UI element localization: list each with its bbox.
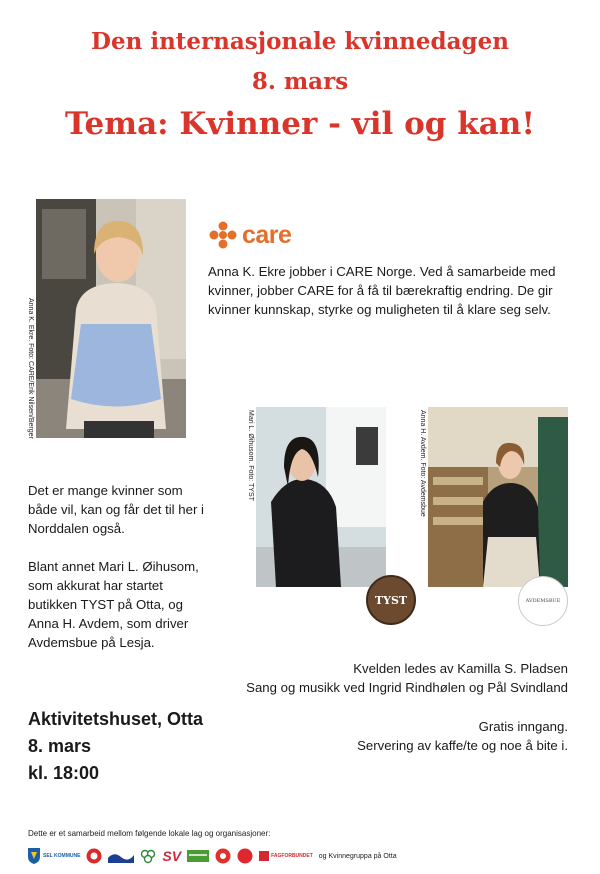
event-date: 8. mars (28, 736, 92, 756)
avdemsbue-logo-text: AVDEMSBUE (525, 598, 561, 604)
event-time: kl. 18:00 (28, 763, 100, 783)
event-serving: Servering av kaffe/te og noe å bite i. (357, 738, 568, 753)
event-title: Den internasjonale kvinnedagen (91, 28, 509, 55)
footer-collab-text: Dette er et samarbeid mellom følgende lokale lag og organisasjoner: (28, 829, 271, 838)
care-logo-wordmark: care (242, 221, 292, 249)
event-date-title: 8. mars (251, 68, 349, 95)
clover-logo-icon (140, 848, 156, 864)
sel-kommune-text: SEL KOMMUNE (43, 853, 81, 859)
lo-logo-icon (215, 848, 231, 864)
sel-kommune-logo (28, 848, 80, 864)
program-music: Sang og musikk ved Ingrid Rindhølen og Pål Svindland (246, 680, 568, 695)
event-entry: Gratis inngang. (478, 719, 568, 734)
program-host: Kvelden ledes av Kamilla S. Pladsen (353, 661, 568, 676)
green-badge-logo-icon (187, 850, 209, 862)
fagforbundet-icon (259, 851, 269, 861)
tyst-logo-text: TYST (374, 593, 408, 607)
sv-logo: SV (162, 848, 182, 864)
intro-paragraph-1: Det er mange kvinner som både vil, kan og får det til her i Norddalen også. (28, 483, 204, 536)
care-description: Anna K. Ekre jobber i CARE Norge. Ved å samarbeide med kvinner, jobber CARE for å få til bærekraftig endring. De gir kvinner kunnskap, styrke og muligheten til å klare seg selv. (208, 264, 556, 317)
fagforbundet-text: FAGFORBUNDET (271, 853, 313, 859)
footer-tail-text: og Kvinnegruppa på Otta (318, 852, 397, 860)
fagforbundet-logo (259, 851, 313, 861)
partner-logos (28, 846, 397, 866)
tyst-logo (366, 575, 416, 625)
photo-caption-anna-ekre: Anna K. Ekre. Foto: CARE/Erik Nilsen/Berger (27, 298, 34, 439)
red-circle-logo-icon (237, 848, 253, 864)
theme-title: Tema: Kvinner - vil og kan! (65, 106, 535, 142)
photo-caption-anna-avdem: Anna H. Avdem. Foto: Avdemsbue (419, 410, 426, 517)
rose-logo-icon (86, 848, 102, 864)
photo-anna-avdem (428, 407, 568, 587)
care-logo-icon (208, 220, 238, 250)
photo-mari-oihusom (256, 407, 386, 587)
care-logo (208, 220, 308, 252)
avdemsbue-logo (518, 576, 568, 626)
intro-paragraph-2: Blant annet Mari L. Øihusom, som akkurat har startet butikken TYST på Otta, og Anna H. Avdem, som driver Avdemsbue på Lesja. (28, 559, 199, 650)
wave-logo-icon (108, 849, 134, 863)
photo-caption-mari-oihusom: Mari L. Øihusom. Foto: TYST (247, 410, 254, 501)
event-venue: Aktivitetshuset, Otta (28, 709, 204, 729)
photo-anna-ekre (36, 199, 186, 438)
sel-kommune-crest-icon (28, 848, 40, 864)
